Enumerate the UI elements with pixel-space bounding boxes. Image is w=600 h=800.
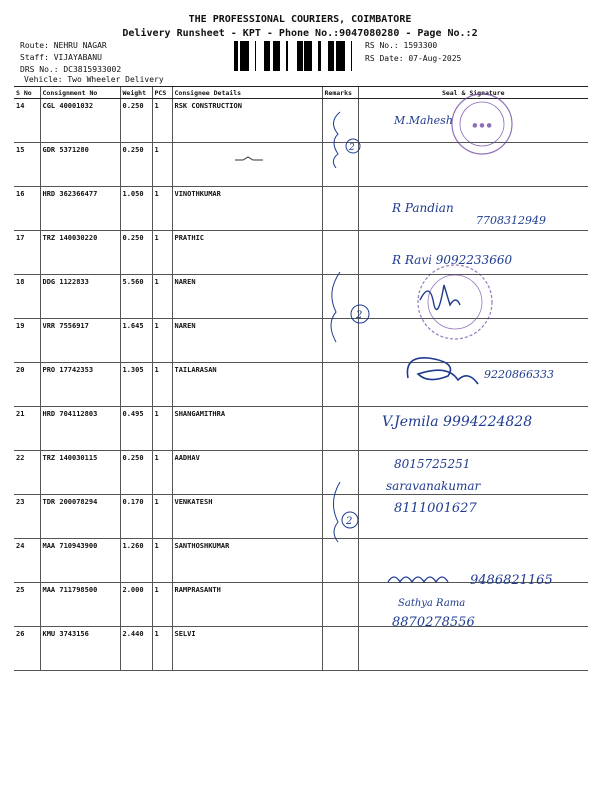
consignee-cell: NAREN <box>172 275 322 319</box>
table-row <box>14 495 588 539</box>
remarks-cell <box>322 539 358 583</box>
table-row <box>14 539 588 583</box>
col-pcs: PCS <box>152 87 172 99</box>
table-row <box>14 275 588 319</box>
consignment-cell: DDG 1122833 <box>40 275 120 319</box>
remarks-cell <box>322 143 358 187</box>
sno-cell: 25 <box>14 583 40 627</box>
svg-text:● ● ●: ● ● ● <box>472 122 492 129</box>
weight-cell: 0.250 <box>120 231 152 275</box>
barcode-bar <box>267 41 268 71</box>
signature-row-20-phone: 9220866333 <box>484 368 554 381</box>
consignment-cell: CGL 40001032 <box>40 99 120 143</box>
sno-cell: 24 <box>14 539 40 583</box>
consignment-cell: KMU 3743156 <box>40 627 120 671</box>
barcode-bar <box>240 41 243 71</box>
signature-cell <box>358 451 588 495</box>
table-row <box>14 363 588 407</box>
barcode-bar <box>268 41 270 71</box>
pcs-cell: 1 <box>152 539 172 583</box>
consignment-cell: MAA 711798500 <box>40 583 120 627</box>
vehicle-info: Vehicle: Two Wheeler Delivery <box>24 75 164 84</box>
barcode-bar <box>246 41 249 71</box>
barcode-bar <box>298 41 300 71</box>
pcs-cell: 1 <box>152 143 172 187</box>
table-row <box>14 583 588 627</box>
signature-row-26-phone: 8870278556 <box>392 615 475 630</box>
sno-cell: 18 <box>14 275 40 319</box>
signature-row-18: R Ravi 9092233660 <box>392 253 513 267</box>
weight-cell: 1.050 <box>120 187 152 231</box>
runsheet-table <box>14 86 588 671</box>
consignment-cell: TDR 200078294 <box>40 495 120 539</box>
consignment-cell: HRD 704112803 <box>40 407 120 451</box>
weight-cell: 1.305 <box>120 363 152 407</box>
barcode-bar <box>237 41 238 71</box>
barcode-bar <box>330 41 333 71</box>
barcode-bar <box>340 41 342 71</box>
signature-row-23-name: saravanakumar <box>386 479 481 493</box>
remarks-cell <box>322 319 358 363</box>
pcs-cell: 1 <box>152 319 172 363</box>
consignee-cell: RSK CONSTRUCTION <box>172 99 322 143</box>
table-row <box>14 319 588 363</box>
weight-cell: 1.260 <box>120 539 152 583</box>
pcs-cell: 1 <box>152 495 172 539</box>
consignee-cell: SELVI <box>172 627 322 671</box>
remarks-cell <box>322 99 358 143</box>
table-row <box>14 99 588 143</box>
table-row <box>14 627 588 671</box>
pcs-cell: 1 <box>152 451 172 495</box>
barcode-bar <box>306 41 309 71</box>
barcode-bar <box>310 41 312 71</box>
weight-cell: 0.250 <box>120 99 152 143</box>
barcode-bar <box>276 41 279 71</box>
sno-cell: 20 <box>14 363 40 407</box>
consignee-cell: NAREN <box>172 319 322 363</box>
signature-cell <box>358 231 588 275</box>
consignment-cell: VRR 7556917 <box>40 319 120 363</box>
signature-cell <box>358 539 588 583</box>
remarks-cell <box>322 275 358 319</box>
remarks-cell <box>322 363 358 407</box>
col-remarks: Remarks <box>322 87 358 99</box>
rs-number: RS No.: 1593300 <box>365 41 438 50</box>
remarks-cell <box>322 451 358 495</box>
sno-cell: 16 <box>14 187 40 231</box>
signature-row-25: 9486821165 <box>470 573 553 588</box>
sno-cell: 15 <box>14 143 40 187</box>
consignment-cell: TRZ 140030115 <box>40 451 120 495</box>
remarks-cell <box>322 583 358 627</box>
pcs-cell: 1 <box>152 363 172 407</box>
weight-cell: 2.440 <box>120 627 152 671</box>
route-info: Route: NEHRU NAGAR <box>20 41 107 50</box>
consignment-cell: GDR 5371280 <box>40 143 120 187</box>
pcs-cell: 1 <box>152 275 172 319</box>
remarks-cell <box>322 187 358 231</box>
consignee-cell: VINOTHKUMAR <box>172 187 322 231</box>
col-weight: Weight <box>120 87 152 99</box>
staff-info: Staff: VIJAYABANU <box>20 53 102 62</box>
table-row <box>14 451 588 495</box>
barcode-bar <box>286 41 288 71</box>
table-row <box>14 187 588 231</box>
signature-cell <box>358 363 588 407</box>
remarks-cell <box>322 495 358 539</box>
barcode-bar <box>297 41 298 71</box>
consignment-cell: MAA 710943900 <box>40 539 120 583</box>
sno-cell: 26 <box>14 627 40 671</box>
sno-cell: 21 <box>14 407 40 451</box>
table-row <box>14 231 588 275</box>
remarks-count-3: 2 <box>346 516 353 527</box>
barcode-bar <box>342 41 345 71</box>
barcode-bar <box>333 41 334 71</box>
barcode-bar <box>328 41 330 71</box>
signature-row-26-name: Sathya Rama <box>398 598 466 609</box>
table-header-row <box>14 87 588 99</box>
barcode-bar <box>351 41 352 71</box>
signature-cell <box>358 627 588 671</box>
barcode-bar <box>339 41 340 71</box>
weight-cell: 0.170 <box>120 495 152 539</box>
signature-row-21: V.Jemila 9994224828 <box>382 414 533 430</box>
pcs-cell: 1 <box>152 627 172 671</box>
pcs-cell: 1 <box>152 407 172 451</box>
sno-cell: 19 <box>14 319 40 363</box>
col-consignment: Consignment No <box>40 87 120 99</box>
pcs-cell: 1 <box>152 187 172 231</box>
remarks-cell <box>322 231 358 275</box>
signature-row-23-phone: 8111001627 <box>394 501 477 516</box>
sno-cell: 23 <box>14 495 40 539</box>
consignee-cell: TAILARASAN <box>172 363 322 407</box>
barcode-bar <box>336 41 339 71</box>
signature-row-22: 8015725251 <box>394 457 471 471</box>
signature-cell <box>358 143 588 187</box>
barcode-bar <box>274 41 276 71</box>
barcode-bar <box>244 41 246 71</box>
signature-row-16-phone: 7708312949 <box>476 214 546 227</box>
consignment-cell: HRD 362366477 <box>40 187 120 231</box>
weight-cell: 1.645 <box>120 319 152 363</box>
table-row <box>14 407 588 451</box>
col-sno: S No <box>14 87 40 99</box>
signature-cell <box>358 275 588 319</box>
barcode-bar <box>279 41 280 71</box>
consignment-cell: PRO 17742353 <box>40 363 120 407</box>
weight-cell: 2.000 <box>120 583 152 627</box>
consignee-cell: PRATHIC <box>172 231 322 275</box>
barcode-bar <box>304 41 306 71</box>
signature-row-16-name: R Pandian <box>392 201 454 215</box>
consignee-cell: SANTHOSHKUMAR <box>172 539 322 583</box>
barcode <box>234 41 360 71</box>
col-consignee: Consignee Details <box>172 87 322 99</box>
page-subtitle: Delivery Runsheet - KPT - Phone No.:9047080280 - Page No.:2 <box>122 28 478 39</box>
table-row <box>14 143 588 187</box>
pcs-cell: 1 <box>152 99 172 143</box>
weight-cell: 0.250 <box>120 451 152 495</box>
consignee-cell: VENKATESH <box>172 495 322 539</box>
barcode-bar <box>255 41 256 71</box>
barcode-bar <box>309 41 310 71</box>
consignee-cell: AADHAV <box>172 451 322 495</box>
signature-cell <box>358 187 588 231</box>
consignee-cell <box>172 143 322 187</box>
consignment-cell: TRZ 140030220 <box>40 231 120 275</box>
remarks-cell <box>322 407 358 451</box>
barcode-bar <box>318 41 321 71</box>
remarks-count-2: 2 <box>356 310 363 321</box>
consignee-cell: SHANGAMITHRA <box>172 407 322 451</box>
weight-cell: 5.560 <box>120 275 152 319</box>
signature-row-14: M.Mahesh <box>394 114 453 127</box>
sno-cell: 14 <box>14 99 40 143</box>
sno-cell: 17 <box>14 231 40 275</box>
remarks-count-1: 2 <box>349 143 355 153</box>
col-seal-signature: Seal & Signature <box>358 87 588 99</box>
barcode-bar <box>264 41 267 71</box>
rs-date: RS Date: 07-Aug-2025 <box>365 54 462 63</box>
sno-cell: 22 <box>14 451 40 495</box>
barcode-bar <box>234 41 237 71</box>
barcode-bar <box>273 41 274 71</box>
signature-cell <box>358 319 588 363</box>
drs-info: DRS No.: DC3815933002 <box>20 65 122 74</box>
consignee-cell: RAMPRASANTH <box>172 583 322 627</box>
signature-cell <box>358 99 588 143</box>
pcs-cell: 1 <box>152 583 172 627</box>
remarks-cell <box>322 627 358 671</box>
pcs-cell: 1 <box>152 231 172 275</box>
signature-cell <box>358 495 588 539</box>
barcode-bar <box>300 41 303 71</box>
barcode-bar <box>243 41 244 71</box>
weight-cell: 0.250 <box>120 143 152 187</box>
weight-cell: 0.495 <box>120 407 152 451</box>
signature-cell <box>358 583 588 627</box>
page-title: THE PROFESSIONAL COURIERS, COIMBATORE <box>188 14 412 25</box>
signature-cell <box>358 407 588 451</box>
